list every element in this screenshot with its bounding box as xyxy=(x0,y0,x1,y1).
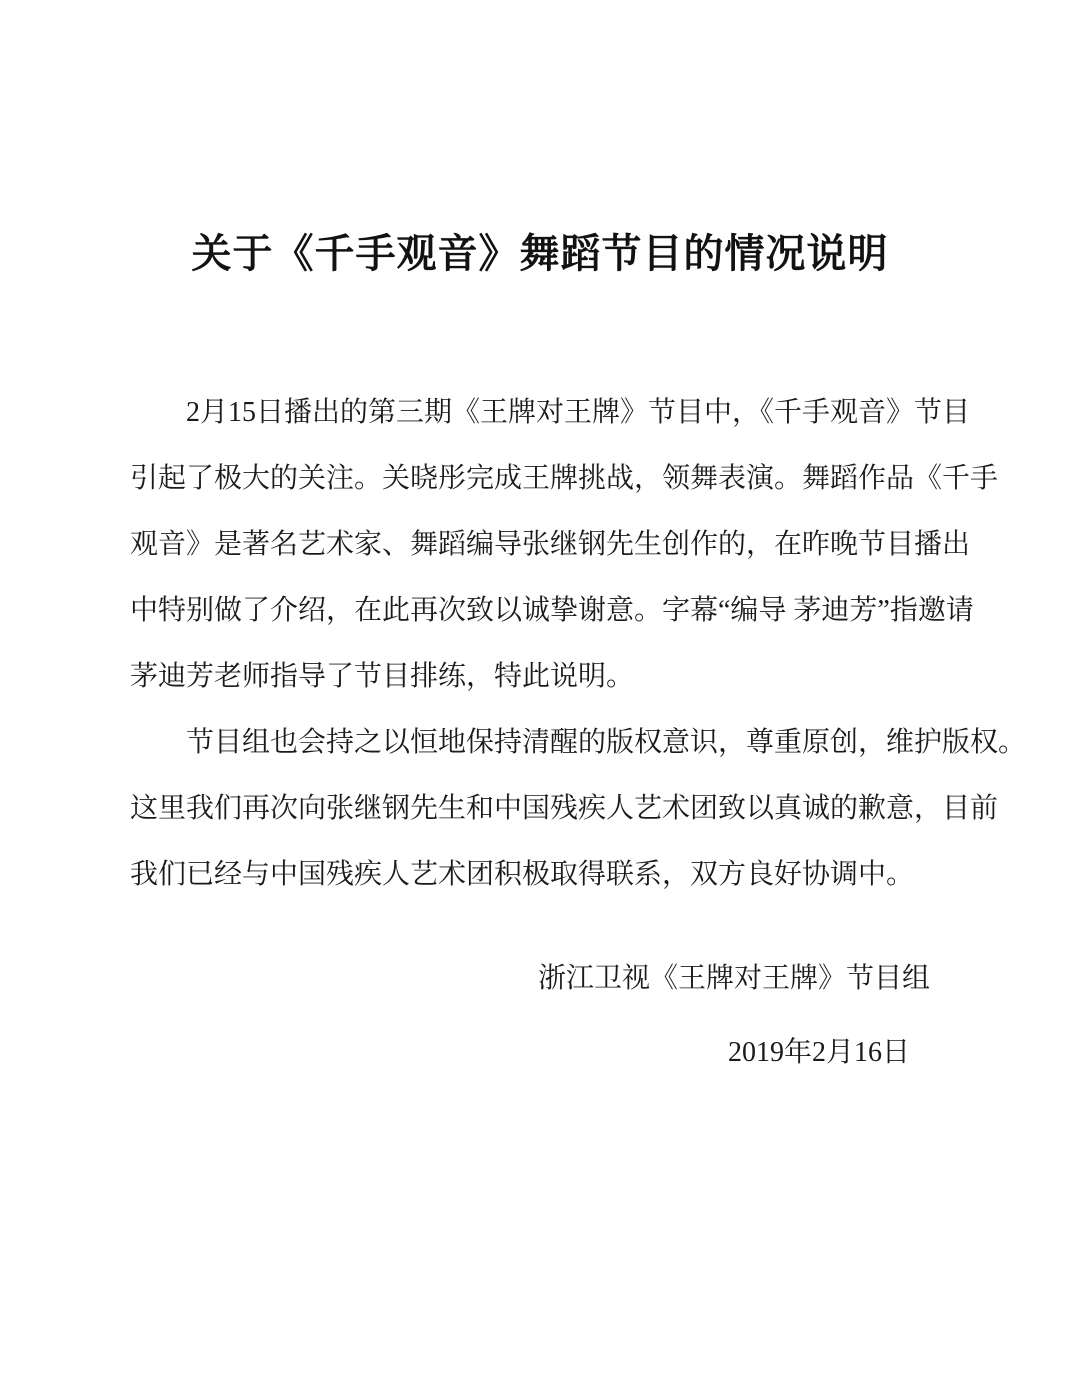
paragraph-1 xyxy=(130,380,999,710)
signature-org: 浙江卫视《王牌对王牌》节目组 xyxy=(537,963,930,994)
paragraph-line: 2月15日播出的第三期《王牌对王牌》节目中，《千手观音》节目 xyxy=(186,397,971,428)
paragraph-line: 茅迪芳老师指导了节目排练，特此说明。 xyxy=(130,661,635,692)
signature-date: 2019年2月16日 xyxy=(727,1037,910,1068)
document-body xyxy=(130,380,1027,908)
paragraph-line: 中特别做了介绍，在此再次致以诚挚谢意。字幕“编导 茅迪芳”指邀请 xyxy=(130,595,974,626)
paragraph-line: 引起了极大的关注。关晓彤完成王牌挑战，领舞表演。舞蹈作品《千手 xyxy=(130,463,999,494)
paragraph-2 xyxy=(130,710,1027,908)
paragraph-line: 节目组也会持之以恒地保持清醒的版权意识，尊重原创，维护版权。 xyxy=(186,727,1027,758)
paragraph-line: 我们已经与中国残疾人艺术团积极取得联系，双方良好协调中。 xyxy=(130,859,915,890)
document-title: 关于《千手观音》舞蹈节目的情况说明 xyxy=(191,231,889,276)
signature-block xyxy=(130,946,930,1086)
paragraph-line: 这里我们再次向张继钢先生和中国残疾人艺术团致以真诚的歉意，目前 xyxy=(130,793,999,824)
paragraph-line: 观音》是著名艺术家、舞蹈编导张继钢先生创作的，在昨晚节目播出 xyxy=(130,529,971,560)
